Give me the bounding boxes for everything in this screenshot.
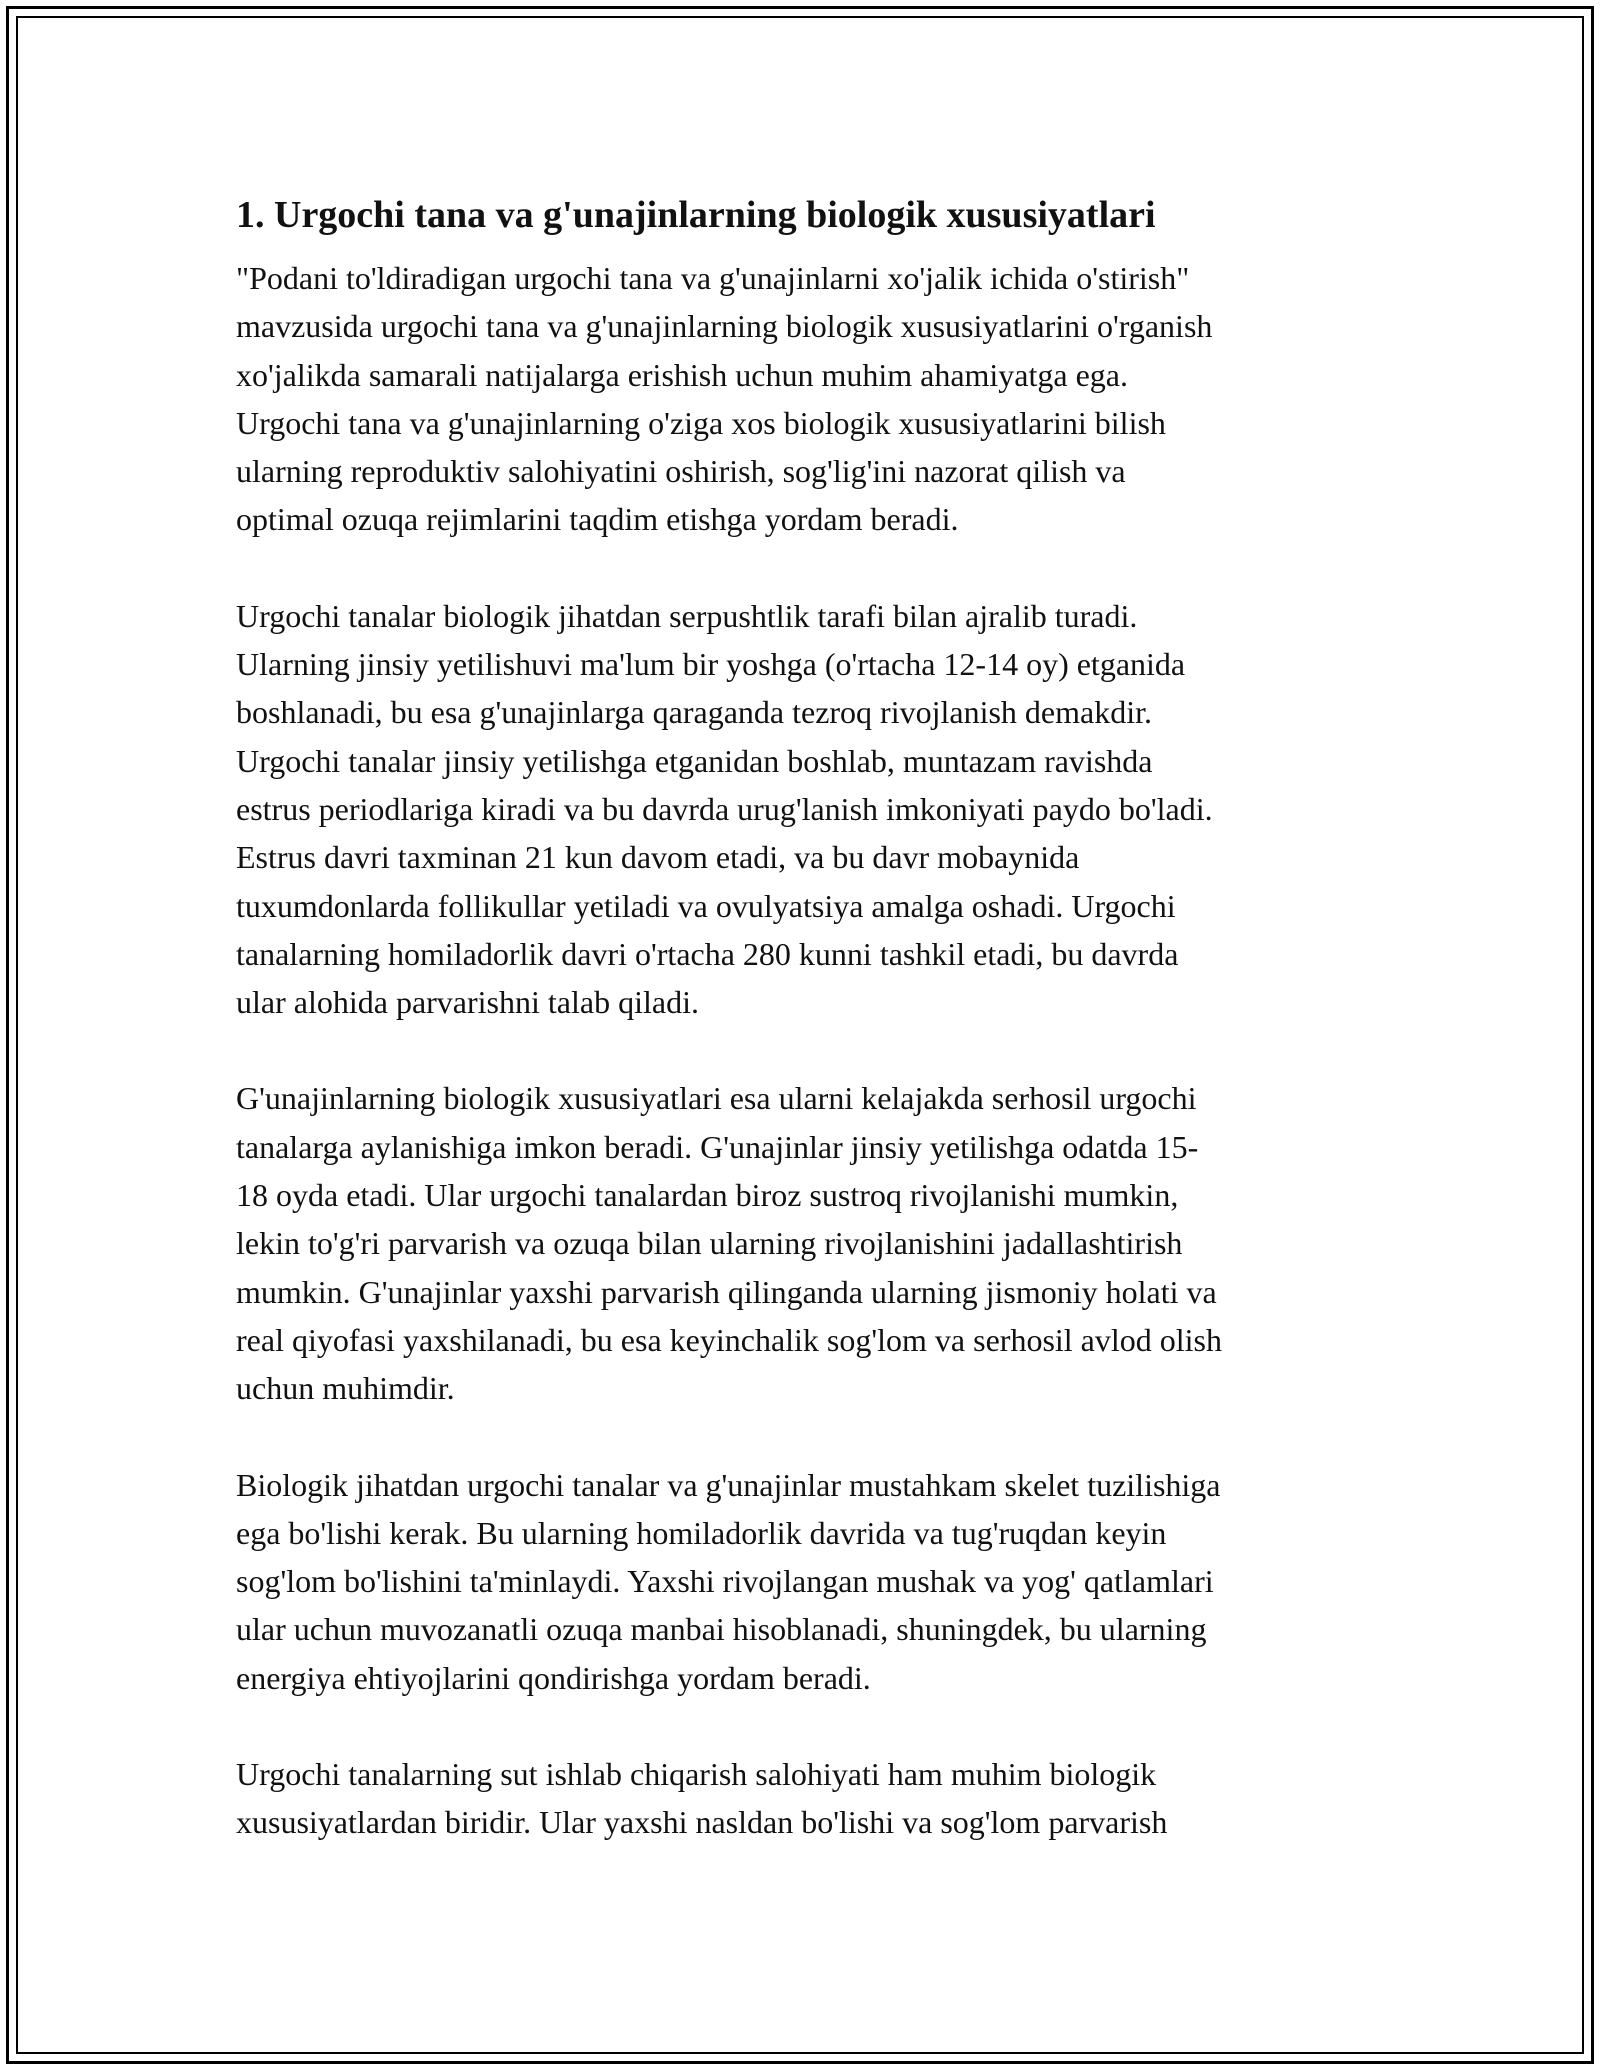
section-heading: 1. Urgochi tana va g'unajinlarning biologik xususiyatlari [236, 194, 1156, 236]
paragraph-sut: Urgochi tanalarning sut ishlab chiqarish salohiyati ham muhim biologik xususiyatlardan biridir. Ular yaxshi nasldan bo'lishi va sog'lom parvarish [236, 1756, 1168, 1841]
paragraph-intro: "Podani to'ldiradigan urgochi tana va g'unajinlarni xo'jalik ichida o'stirish" mavzusida urgochi tana va g'unajinlarning biologik xususiyatlarini o'rganish xo'jalikda samarali natijalarga erishish uchun muhim ahamiyatga ega. Urgochi tana va g'unajinlarning o'ziga xos biologik xususiyatlarini bilish ularning reproduktiv salohiyatini oshirish, sog'lig'ini nazorat qilish va optimal ozuqa rejimlarini taqdim etishga yordam beradi. [236, 260, 1213, 538]
paragraph-urgochi-tanalar: Urgochi tanalar biologik jihatdan serpushtlik tarafi bilan ajralib turadi. Ularning jinsiy yetilishuvi ma'lum bir yoshga (o'rtacha 12-14 oy) etganida boshlanadi, bu esa g'unajinlarga qaraganda tezroq rivojlanish demakdir. Urgochi tanalar jinsiy yetilishga etganidan boshlab, muntazam ravishda estrus periodlariga kiradi va bu davrda urug'lanish imkoniyati paydo bo'ladi. Estrus davri taxminan 21 kun davom etadi, va bu davr mobaynida tuxumdonlarda follikullar yetiladi va ovulyatsiya amalga oshadi. Urgochi tanalarning homiladorlik davri o'rtacha 280 kunni tashkil etadi, bu davrda ular alohida parvarishni talab qiladi. [236, 597, 1213, 1021]
paragraph-gunajinlar: G'unajinlarning biologik xususiyatlari esa ularni kelajakda serhosil urgochi tanalarga aylanishiga imkon beradi. G'unajinlar jinsiy yetilishga odatda 15- 18 oyda etadi. Ular urgochi tanalardan biroz sustroq rivojlanishi mumkin, lekin to'g'ri parvarish va ozuqa bilan ularning rivojlanishini jadallashtirish mumkin. G'unajinlar yaxshi parvarish qilinganda ularning jismoniy holati va real qiyofasi yaxshilanadi, bu esa keyinchalik sog'lom va serhosil avlod olish uchun muhimdir. [236, 1080, 1222, 1407]
paragraph-skelet: Biologik jihatdan urgochi tanalar va g'unajinlar mustahkam skelet tuzilishiga ega bo'lishi kerak. Bu ularning homiladorlik davrida va tug'ruqdan keyin sog'lom bo'lishini ta'minlaydi. Yaxshi rivojlangan mushak va yog' qatlamlari ular uchun muvozanatli ozuqa manbai hisoblanadi, shuningdek, bu ularning energiya ehtiyojlarini qondirishga yordam beradi. [236, 1466, 1221, 1696]
document-body [236, 190, 1386, 1895]
